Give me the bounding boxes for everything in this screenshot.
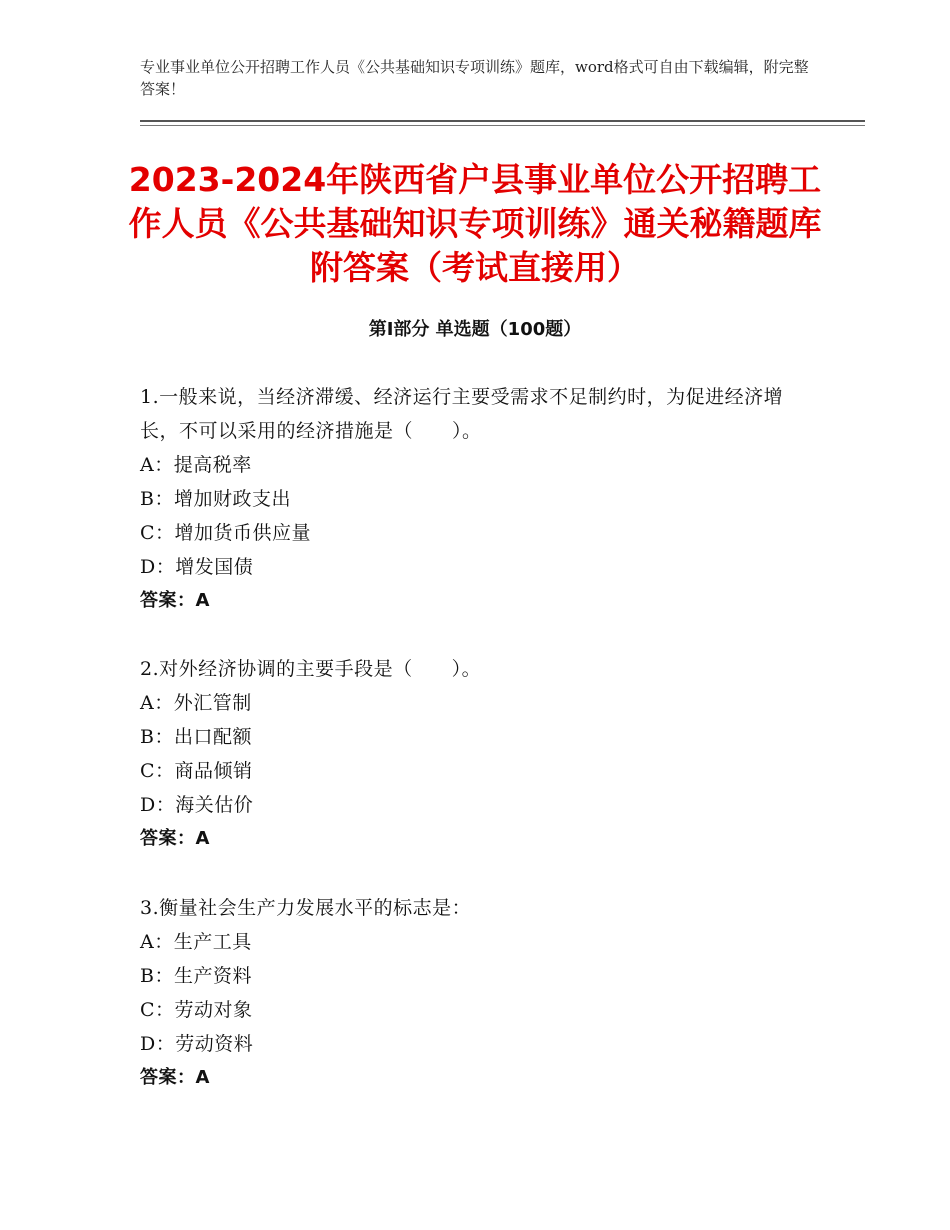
- option-a: A：外汇管制: [140, 692, 252, 714]
- answer-label: 答案：A: [140, 590, 210, 611]
- header-divider-thin: [140, 125, 865, 126]
- question-2: [140, 652, 810, 856]
- document-title: 2023-2024年陕西省户县事业单位公开招聘工作人员《公共基础知识专项训练》通关秘籍题库附答案（考试直接用）: [128, 160, 822, 287]
- option-c: C：劳动对象: [140, 999, 253, 1021]
- question-1: [140, 380, 810, 618]
- option-a: A：提高税率: [140, 454, 252, 476]
- option-b: B：出口配额: [140, 726, 252, 748]
- question-stem: 1.一般来说，当经济滞缓、经济运行主要受需求不足制约时，为促进经济增长，不可以采用的经济措施是（ ）。: [140, 386, 784, 442]
- header-note: 专业事业单位公开招聘工作人员《公共基础知识专项训练》题库，word格式可自由下载编辑，附完整答案！: [140, 58, 809, 98]
- option-d: D：海关估价: [140, 794, 254, 816]
- option-b: B：生产资料: [140, 965, 252, 987]
- answer-label: 答案：A: [140, 828, 210, 849]
- answer-label: 答案：A: [140, 1067, 210, 1088]
- option-c: C：增加货币供应量: [140, 522, 312, 544]
- question-stem: 3.衡量社会生产力发展水平的标志是：: [140, 897, 472, 919]
- header-divider-thick: [140, 120, 865, 122]
- option-c: C：商品倾销: [140, 760, 253, 782]
- question-stem: 2.对外经济协调的主要手段是（ ）。: [140, 658, 482, 680]
- option-a: A：生产工具: [140, 931, 252, 953]
- option-d: D：增发国债: [140, 556, 254, 578]
- option-d: D：劳动资料: [140, 1033, 254, 1055]
- section-title: 第Ⅰ部分 单选题（100题）: [368, 319, 582, 340]
- question-3: [140, 891, 810, 1095]
- option-b: B：增加财政支出: [140, 488, 291, 510]
